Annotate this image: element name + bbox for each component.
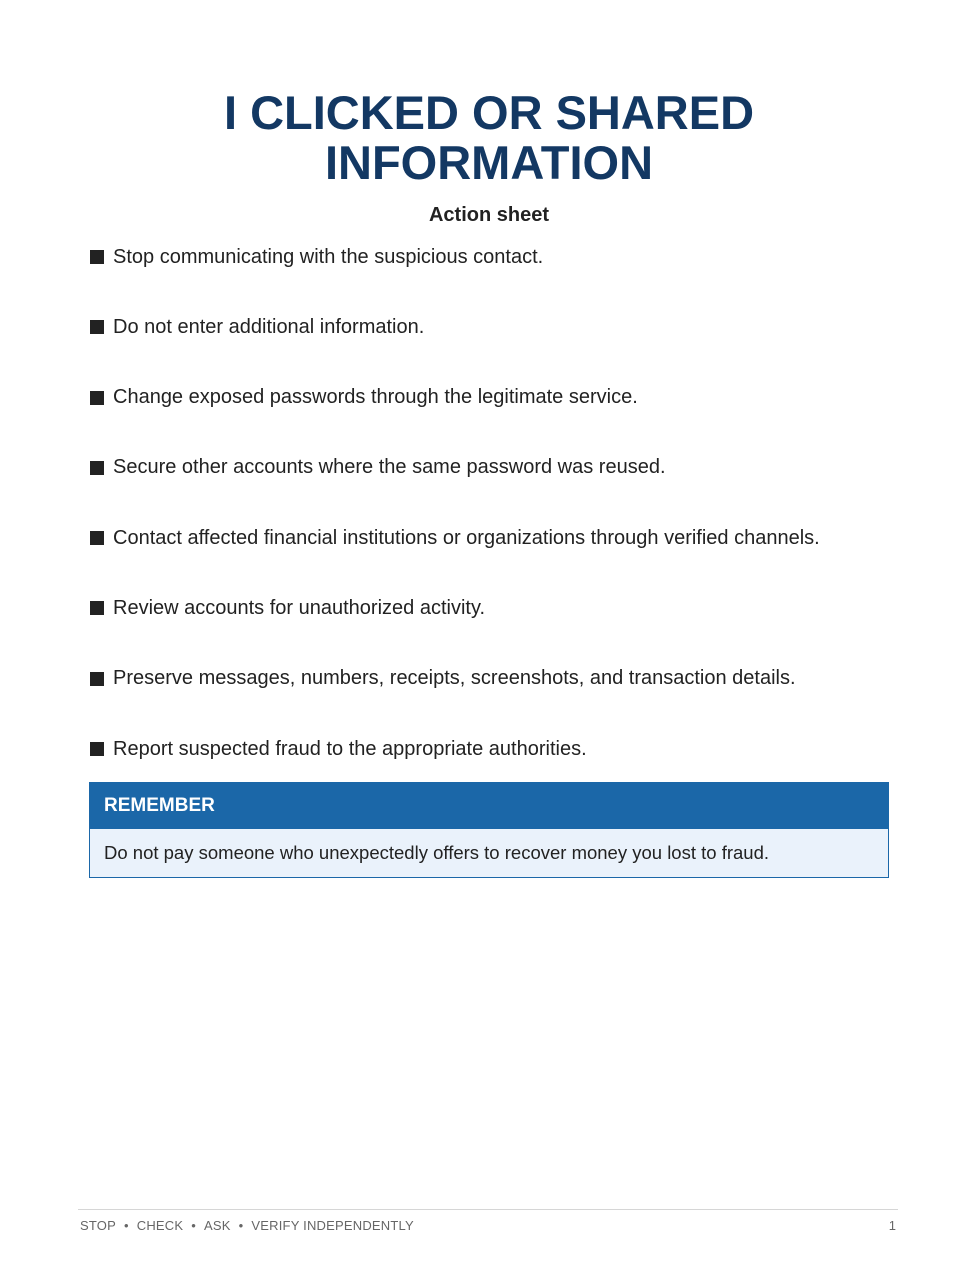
footer-step: STOP — [80, 1218, 116, 1233]
square-bullet-icon — [90, 601, 104, 615]
action-item-text: Secure other accounts where the same password was reused. — [113, 456, 666, 479]
action-item-text: Report suspected fraud to the appropriate authorities. — [113, 737, 587, 760]
page-subtitle: Action sheet — [428, 204, 550, 226]
action-item — [90, 666, 910, 692]
footer-step: ASK — [204, 1218, 231, 1233]
square-bullet-icon — [90, 320, 104, 334]
footer-separator: • — [123, 1218, 129, 1233]
action-item-text: Do not enter additional information. — [113, 315, 425, 338]
remember-callout — [89, 782, 889, 878]
action-item-text: Change exposed passwords through the legitimate service. — [113, 386, 638, 409]
action-item-text: Contact affected financial institutions or organizations through verified channels. — [113, 526, 820, 549]
footer-step: CHECK — [136, 1218, 184, 1233]
footer-step: VERIFY INDEPENDENTLY — [251, 1218, 414, 1233]
action-item — [90, 455, 910, 481]
action-item — [90, 595, 910, 621]
square-bullet-icon — [90, 250, 104, 264]
footer-separator: • — [238, 1218, 244, 1233]
square-bullet-icon — [90, 391, 104, 405]
action-item — [90, 525, 910, 551]
action-item-text: Review accounts for unauthorized activity. — [113, 596, 486, 619]
page-title-line-2: INFORMATION — [324, 136, 654, 189]
square-bullet-icon — [90, 672, 104, 686]
action-item — [90, 244, 910, 270]
square-bullet-icon — [90, 531, 104, 545]
action-list — [90, 244, 910, 806]
action-item-text: Preserve messages, numbers, receipts, screenshots, and transaction details. — [113, 667, 796, 690]
action-item — [90, 385, 910, 411]
footer-separator: • — [191, 1218, 197, 1233]
footer-divider — [78, 1209, 898, 1210]
action-item — [90, 736, 910, 762]
footer-tagline — [80, 1218, 414, 1234]
page-title — [0, 88, 978, 188]
action-item — [90, 314, 910, 340]
page-number: 1 — [888, 1218, 896, 1233]
callout-heading: REMEMBER — [90, 783, 888, 829]
action-item-text: Stop communicating with the suspicious contact. — [113, 245, 544, 268]
square-bullet-icon — [90, 742, 104, 756]
page-title-line-1: I CLICKED OR SHARED — [223, 86, 755, 139]
callout-text: Do not pay someone who unexpectedly offers to recover money you lost to fraud. — [104, 842, 770, 863]
square-bullet-icon — [90, 461, 104, 475]
